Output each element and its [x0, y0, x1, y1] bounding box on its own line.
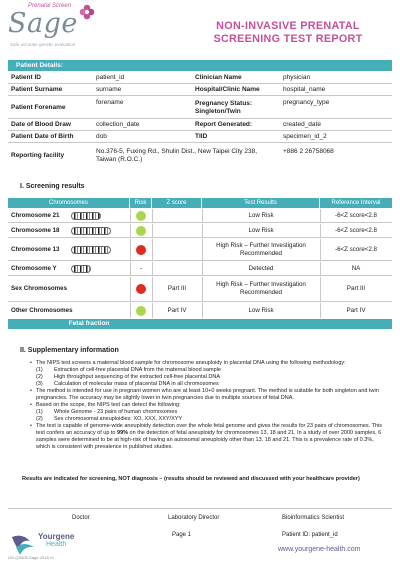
patient-surname-value: surname	[96, 86, 122, 93]
logo-small-text: Prenatal Screen	[28, 3, 72, 9]
patient-details-row	[8, 85, 392, 96]
doctor-signature-label: Doctor	[72, 515, 90, 521]
patient-forename-value: forename	[96, 99, 124, 106]
header-reference-interval: Reference Interval	[331, 200, 381, 206]
date-of-birth-value: dob	[96, 133, 107, 140]
risk-indicator: -	[139, 264, 143, 272]
patient-details-row	[8, 73, 392, 84]
low-risk-dot-icon	[136, 306, 146, 316]
chromosome-name: Sex Chromosomes	[11, 285, 68, 292]
patient-id-value: patient_id	[96, 74, 125, 81]
supplementary-info	[30, 360, 388, 451]
low-risk-dot-icon	[136, 226, 146, 236]
header-chromosomes: Chromosomes	[8, 198, 130, 208]
high-risk-dot-icon	[136, 284, 146, 294]
methodology-item: (2) High throughput sequencing of the extracted cell-free placental DNA	[36, 374, 221, 380]
patient-details-row	[8, 97, 392, 119]
clinician-name-label: Clinician Name	[195, 74, 242, 81]
z-score-value: Part IV	[167, 306, 187, 314]
chromosome-13-row	[8, 239, 392, 261]
reporting-facility-phone: +886 2 26758068	[283, 148, 334, 155]
reporting-facility-label: Reporting facility	[11, 152, 65, 159]
header-z-score: Z score	[152, 198, 202, 208]
hospital-name-value: hospital_name	[283, 86, 326, 93]
footer-company-name: Yourgene	[38, 532, 75, 541]
reference-interval: -6<Z score<2.8	[335, 245, 377, 253]
reference-interval: -6<Z score<2.8	[335, 226, 377, 234]
patient-surname-label: Patient Surname	[11, 86, 63, 93]
test-result: High Risk – Further Investigation Recommended	[216, 241, 306, 257]
detection-scope-bullet: • Based on the scope, the NIPS test can detect the following:	[30, 402, 388, 409]
signature-divider	[8, 508, 392, 509]
footer-patient-id: Patient ID: patient_id	[282, 532, 338, 538]
chromosome-name: Chromosome 13	[11, 245, 60, 253]
test-result: Low Risk	[248, 226, 274, 234]
high-risk-dot-icon	[136, 245, 146, 255]
chromosome-18-row	[8, 224, 392, 238]
risk-indicator	[130, 209, 152, 222]
reference-interval: Part III	[346, 285, 366, 292]
document-code: UG-QS005-Sage-2018 v1	[8, 555, 55, 560]
patient-details-row	[8, 132, 392, 143]
patient-details-row	[8, 120, 392, 131]
logo-name: Sage	[8, 8, 78, 39]
hospital-name-label: Hospital/Clinic Name	[195, 86, 260, 93]
fetal-fraction-bar	[8, 319, 392, 329]
methodology-item: (1) Extraction of cell-free placental DNA from the maternal blood sample	[36, 367, 221, 373]
z-score-value	[152, 239, 202, 260]
date-of-birth-label: Patient Date of Birth	[11, 133, 74, 140]
chromosome-name: Other Chromosomes	[11, 306, 73, 314]
report-header	[0, 0, 400, 58]
test-result: High Risk – Further Investigation Recommended	[216, 281, 306, 296]
low-risk-dot-icon	[136, 211, 146, 221]
blood-draw-date-value: collection_date	[96, 121, 140, 128]
chromosome-21-row	[8, 209, 392, 223]
test-result: Low Risk	[248, 306, 274, 314]
reporting-facility-row	[8, 144, 392, 168]
chromosome-ideogram	[68, 239, 130, 260]
company-website-link[interactable]: www.yourgene-health.com	[278, 546, 361, 553]
report-title-line-2: SCREENING TEST REPORT	[213, 32, 363, 45]
bioinformatics-scientist-signature-label: Bioinformatics Scientist	[282, 515, 345, 521]
footer-company-sub: Health	[46, 541, 67, 548]
pregnancy-status-label: Pregnancy Status: Singleton/Twin	[195, 99, 253, 115]
detection-item: (1) Whole Genome - 23 pairs of human chromosomes	[36, 409, 178, 415]
z-score-value	[152, 224, 202, 237]
header-test-results: Test Results	[202, 198, 320, 208]
screening-results-title: I. Screening results	[20, 183, 85, 190]
lab-director-signature-label: Laboratory Director	[168, 515, 220, 521]
detection-item: (2) Sex chromosomal aneuploidies: XO, XXX, XXY/XYY	[36, 416, 183, 422]
report-generated-label: Report Generated:	[195, 121, 253, 128]
tiid-value: specimen_id_2	[283, 133, 327, 140]
methodology-item: (3) Calculation of molecular mass of placental DNA in all chromosomes	[36, 381, 219, 387]
sex-chromosomes-row	[8, 277, 392, 302]
accuracy-bullet: • The test is capable of genome-wide aneuploidy detection over the whole fetal genome and gives the results for 23 pairs of chromosomes. This test confers an accuracy of up to 99% on the detection of fetal aneuploidy for chromosomes 13, 18 and 21. In a study of over 2000 samples, 6 samples were determined to be at high-risk of having an autosomal aneuploidy other than 13, 18 and 21. This is a prevalence rate of 0.3%, which is consistent with prevalence in published studies.	[30, 423, 388, 451]
test-result: Detected	[248, 264, 274, 272]
patient-forename-label: Patient Forename	[11, 103, 66, 111]
chromosome-y-row	[8, 262, 392, 276]
tiid-label: TIID	[195, 133, 208, 140]
risk-indicator	[130, 224, 152, 237]
chromosome-name: Chromosome 21	[11, 211, 60, 219]
methodology-bullet: • The NIPS test screens a maternal blood sample for chromosome aneuploidy in placental DNA using the following methodology:	[30, 360, 388, 367]
z-score-value	[152, 262, 202, 275]
page-number: Page 1	[172, 532, 192, 538]
chromosome-name: Chromosome Y	[11, 264, 57, 272]
clinician-name-value: physician	[283, 74, 311, 81]
risk-indicator	[130, 303, 152, 318]
blood-draw-date-label: Date of Blood Draw	[11, 121, 71, 128]
report-generated-value: created_date	[283, 121, 321, 128]
chromosome-ideogram	[68, 262, 130, 275]
z-score-value: Part III	[167, 285, 187, 292]
reference-interval: Part IV	[346, 306, 366, 314]
z-score-value	[152, 209, 202, 222]
chromosome-ideogram	[68, 209, 130, 222]
report-title	[188, 20, 388, 45]
other-chromosomes-row	[8, 303, 392, 318]
supplementary-title: II. Supplementary information	[20, 347, 119, 354]
flower-logo-icon	[79, 4, 95, 20]
pregnancy-status-value: pregnancy_type	[283, 99, 330, 106]
patient-id-label: Patient ID	[11, 74, 41, 81]
report-title-line-1: NON-INVASIVE PRENATAL	[216, 20, 360, 32]
pregnancy-scope-bullet: • The method is intended for use in pregnant women who are at least 10+0 weeks pregnant. The method is suitable for both singleton and twin pregnancies. The accuracy may be slightly lower in twin pregnancies due to multiple sources of fetal DNA.	[30, 388, 388, 402]
test-result: Low Risk	[248, 211, 274, 219]
logo-tagline: Safe accurate genetic evaluation	[10, 42, 76, 47]
screening-disclaimer: Results are indicated for screening, NOT diagnosis – (results should be reviewed and discussed with your healthcare provider)	[22, 476, 360, 482]
chromosome-ideogram	[68, 224, 130, 237]
reference-interval: NA	[351, 264, 361, 272]
header-risk: Risk	[130, 198, 152, 208]
chromosome-name: Chromosome 18	[11, 226, 60, 234]
risk-indicator	[130, 277, 152, 301]
reference-interval: -6<Z score<2.8	[335, 211, 377, 219]
screening-table-header	[8, 198, 392, 208]
fetal-fraction-label: Fetal fraction	[68, 320, 110, 327]
reporting-facility-address: No.376-5, Fuxing Rd., Shulin Dist., New Taipei City 238, Taiwan (R.O.C.)	[96, 148, 258, 163]
risk-indicator	[130, 239, 152, 260]
patient-details-heading: Patient Details:	[8, 60, 392, 71]
